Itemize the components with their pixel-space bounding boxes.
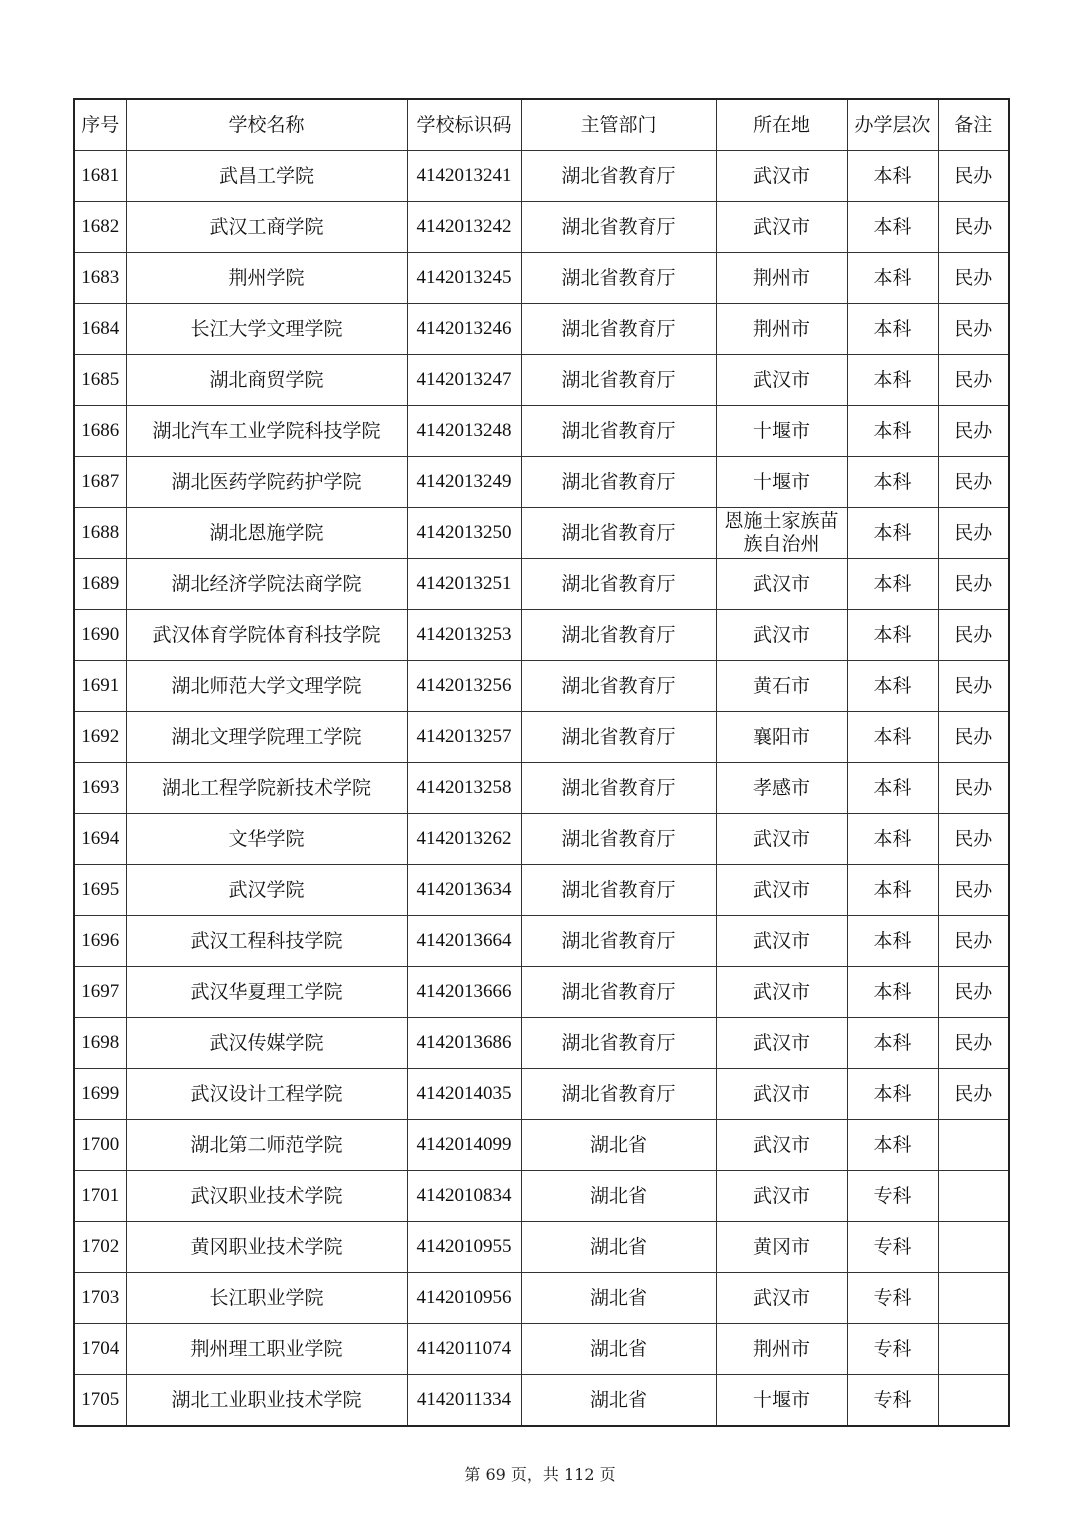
cell-level: 专科: [847, 1324, 938, 1375]
cell-school-code: 4142013666: [407, 967, 521, 1018]
header-location: 所在地: [716, 99, 847, 151]
cell-department: 湖北省教育厅: [521, 916, 716, 967]
cell-location: 黄石市: [716, 661, 847, 712]
cell-school-code: 4142011334: [407, 1375, 521, 1427]
cell-department: 湖北省教育厅: [521, 559, 716, 610]
cell-location: 武汉市: [716, 1120, 847, 1171]
table-row: [74, 1222, 1009, 1273]
cell-location: 荆州市: [716, 1324, 847, 1375]
cell-note: 民办: [938, 712, 1009, 763]
cell-no: 1690: [74, 610, 126, 661]
table-row: [74, 865, 1009, 916]
cell-level: 本科: [847, 151, 938, 202]
cell-location: 襄阳市: [716, 712, 847, 763]
cell-note: 民办: [938, 865, 1009, 916]
cell-school-code: 4142013247: [407, 355, 521, 406]
cell-level: 本科: [847, 610, 938, 661]
table-row: [74, 559, 1009, 610]
header-department: 主管部门: [521, 99, 716, 151]
cell-note: 民办: [938, 916, 1009, 967]
table-row: [74, 1120, 1009, 1171]
cell-school-code: 4142013250: [407, 508, 521, 559]
cell-no: 1687: [74, 457, 126, 508]
cell-note: 民办: [938, 508, 1009, 559]
cell-level: 本科: [847, 559, 938, 610]
cell-school-code: 4142013256: [407, 661, 521, 712]
cell-no: 1701: [74, 1171, 126, 1222]
cell-note: 民办: [938, 151, 1009, 202]
cell-department: 湖北省教育厅: [521, 457, 716, 508]
cell-school-code: 4142010834: [407, 1171, 521, 1222]
cell-location: 黄冈市: [716, 1222, 847, 1273]
table-body: [74, 151, 1009, 1427]
cell-note: 民办: [938, 967, 1009, 1018]
cell-location: 武汉市: [716, 916, 847, 967]
cell-school-name: 武汉传媒学院: [126, 1018, 407, 1069]
cell-level: 专科: [847, 1273, 938, 1324]
cell-location: 武汉市: [716, 1069, 847, 1120]
cell-note: 民办: [938, 457, 1009, 508]
cell-no: 1686: [74, 406, 126, 457]
cell-location: 荆州市: [716, 253, 847, 304]
header-school-code: 学校标识码: [407, 99, 521, 151]
cell-location: 十堰市: [716, 457, 847, 508]
cell-school-name: 湖北文理学院理工学院: [126, 712, 407, 763]
cell-level: 本科: [847, 253, 938, 304]
cell-school-name: 荆州学院: [126, 253, 407, 304]
cell-no: 1704: [74, 1324, 126, 1375]
cell-location: 武汉市: [716, 967, 847, 1018]
table-row: [74, 610, 1009, 661]
cell-note: [938, 1222, 1009, 1273]
cell-school-code: 4142013258: [407, 763, 521, 814]
cell-location: 武汉市: [716, 202, 847, 253]
cell-department: 湖北省教育厅: [521, 661, 716, 712]
cell-school-name: 武汉华夏理工学院: [126, 967, 407, 1018]
cell-level: 本科: [847, 916, 938, 967]
cell-school-name: 武汉工程科技学院: [126, 916, 407, 967]
school-list-table: [73, 98, 1010, 1427]
cell-school-name: 湖北工业职业技术学院: [126, 1375, 407, 1427]
cell-school-code: 4142013664: [407, 916, 521, 967]
cell-no: 1699: [74, 1069, 126, 1120]
cell-school-name: 湖北医药学院药护学院: [126, 457, 407, 508]
cell-location: 恩施土家族苗族自治州: [716, 508, 847, 559]
cell-school-name: 湖北第二师范学院: [126, 1120, 407, 1171]
cell-school-name: 荆州理工职业学院: [126, 1324, 407, 1375]
cell-department: 湖北省教育厅: [521, 967, 716, 1018]
cell-school-name: 武汉体育学院体育科技学院: [126, 610, 407, 661]
cell-level: 专科: [847, 1171, 938, 1222]
table-row: [74, 508, 1009, 559]
cell-note: 民办: [938, 406, 1009, 457]
table-row: [74, 202, 1009, 253]
cell-level: 本科: [847, 865, 938, 916]
header-level: 办学层次: [847, 99, 938, 151]
cell-school-name: 湖北恩施学院: [126, 508, 407, 559]
cell-department: 湖北省教育厅: [521, 304, 716, 355]
cell-school-name: 武汉工商学院: [126, 202, 407, 253]
cell-level: 本科: [847, 355, 938, 406]
cell-level: 本科: [847, 304, 938, 355]
header-note: 备注: [938, 99, 1009, 151]
cell-no: 1703: [74, 1273, 126, 1324]
cell-no: 1689: [74, 559, 126, 610]
table-row: [74, 1273, 1009, 1324]
cell-department: 湖北省: [521, 1222, 716, 1273]
cell-level: 本科: [847, 712, 938, 763]
cell-no: 1700: [74, 1120, 126, 1171]
cell-level: 本科: [847, 1120, 938, 1171]
cell-level: 本科: [847, 967, 938, 1018]
cell-level: 本科: [847, 814, 938, 865]
cell-school-code: 4142013634: [407, 865, 521, 916]
cell-no: 1688: [74, 508, 126, 559]
cell-location: 武汉市: [716, 355, 847, 406]
cell-level: 专科: [847, 1375, 938, 1427]
table-row: [74, 304, 1009, 355]
cell-no: 1698: [74, 1018, 126, 1069]
cell-no: 1691: [74, 661, 126, 712]
cell-school-name: 文华学院: [126, 814, 407, 865]
cell-location: 武汉市: [716, 865, 847, 916]
cell-school-name: 湖北工程学院新技术学院: [126, 763, 407, 814]
cell-school-code: 4142013249: [407, 457, 521, 508]
cell-school-code: 4142013686: [407, 1018, 521, 1069]
cell-school-code: 4142013241: [407, 151, 521, 202]
table-row: [74, 763, 1009, 814]
cell-school-code: 4142013248: [407, 406, 521, 457]
cell-school-name: 长江职业学院: [126, 1273, 407, 1324]
page-number-footer: 第 69 页，共 112 页: [464, 1465, 616, 1484]
cell-no: 1692: [74, 712, 126, 763]
cell-school-name: 黄冈职业技术学院: [126, 1222, 407, 1273]
cell-location: 武汉市: [716, 1018, 847, 1069]
cell-location: 十堰市: [716, 1375, 847, 1427]
cell-department: 湖北省: [521, 1171, 716, 1222]
cell-location: 武汉市: [716, 814, 847, 865]
cell-note: 民办: [938, 559, 1009, 610]
header-row: [74, 99, 1009, 151]
cell-level: 本科: [847, 457, 938, 508]
cell-note: 民办: [938, 661, 1009, 712]
cell-school-name: 长江大学文理学院: [126, 304, 407, 355]
cell-note: 民办: [938, 1018, 1009, 1069]
cell-school-name: 武汉职业技术学院: [126, 1171, 407, 1222]
cell-department: 湖北省教育厅: [521, 1069, 716, 1120]
cell-school-code: 4142013253: [407, 610, 521, 661]
cell-department: 湖北省教育厅: [521, 406, 716, 457]
cell-department: 湖北省教育厅: [521, 763, 716, 814]
cell-school-name: 湖北商贸学院: [126, 355, 407, 406]
cell-level: 本科: [847, 508, 938, 559]
cell-department: 湖北省教育厅: [521, 202, 716, 253]
cell-school-name: 湖北师范大学文理学院: [126, 661, 407, 712]
cell-location: 武汉市: [716, 1273, 847, 1324]
table-row: [74, 1069, 1009, 1120]
cell-note: 民办: [938, 355, 1009, 406]
table-row: [74, 661, 1009, 712]
cell-school-code: 4142013242: [407, 202, 521, 253]
cell-location: 武汉市: [716, 1171, 847, 1222]
cell-note: 民办: [938, 763, 1009, 814]
cell-level: 本科: [847, 1069, 938, 1120]
cell-department: 湖北省教育厅: [521, 610, 716, 661]
cell-level: 本科: [847, 763, 938, 814]
cell-level: 专科: [847, 1222, 938, 1273]
table-row: [74, 355, 1009, 406]
cell-level: 本科: [847, 1018, 938, 1069]
cell-note: [938, 1120, 1009, 1171]
cell-department: 湖北省教育厅: [521, 151, 716, 202]
table-row: [74, 967, 1009, 1018]
cell-note: 民办: [938, 304, 1009, 355]
cell-department: 湖北省教育厅: [521, 355, 716, 406]
cell-note: 民办: [938, 1069, 1009, 1120]
cell-no: 1694: [74, 814, 126, 865]
cell-school-code: 4142011074: [407, 1324, 521, 1375]
table-row: [74, 253, 1009, 304]
cell-department: 湖北省教育厅: [521, 508, 716, 559]
table-row: [74, 1375, 1009, 1427]
cell-note: 民办: [938, 202, 1009, 253]
cell-school-code: 4142013245: [407, 253, 521, 304]
cell-school-code: 4142010956: [407, 1273, 521, 1324]
cell-department: 湖北省: [521, 1273, 716, 1324]
cell-department: 湖北省教育厅: [521, 1018, 716, 1069]
cell-note: [938, 1324, 1009, 1375]
cell-school-code: 4142013246: [407, 304, 521, 355]
cell-department: 湖北省教育厅: [521, 253, 716, 304]
cell-note: 民办: [938, 253, 1009, 304]
table-row: [74, 151, 1009, 202]
cell-school-code: 4142013262: [407, 814, 521, 865]
cell-school-name: 湖北汽车工业学院科技学院: [126, 406, 407, 457]
cell-level: 本科: [847, 406, 938, 457]
cell-no: 1693: [74, 763, 126, 814]
cell-no: 1681: [74, 151, 126, 202]
cell-no: 1695: [74, 865, 126, 916]
cell-school-code: 4142013251: [407, 559, 521, 610]
cell-no: 1696: [74, 916, 126, 967]
cell-level: 本科: [847, 202, 938, 253]
header-school-name: 学校名称: [126, 99, 407, 151]
cell-school-name: 湖北经济学院法商学院: [126, 559, 407, 610]
cell-school-code: 4142010955: [407, 1222, 521, 1273]
cell-note: 民办: [938, 610, 1009, 661]
cell-no: 1697: [74, 967, 126, 1018]
cell-school-code: 4142014099: [407, 1120, 521, 1171]
cell-no: 1683: [74, 253, 126, 304]
cell-department: 湖北省教育厅: [521, 814, 716, 865]
table-row: [74, 712, 1009, 763]
cell-note: [938, 1375, 1009, 1427]
table-row: [74, 1018, 1009, 1069]
cell-no: 1702: [74, 1222, 126, 1273]
cell-location: 孝感市: [716, 763, 847, 814]
cell-note: 民办: [938, 814, 1009, 865]
cell-no: 1684: [74, 304, 126, 355]
table-header: [74, 99, 1009, 151]
table-row: [74, 814, 1009, 865]
cell-department: 湖北省: [521, 1324, 716, 1375]
cell-no: 1705: [74, 1375, 126, 1427]
cell-level: 本科: [847, 661, 938, 712]
table-row: [74, 1171, 1009, 1222]
cell-department: 湖北省: [521, 1120, 716, 1171]
cell-school-name: 武汉设计工程学院: [126, 1069, 407, 1120]
table-row: [74, 457, 1009, 508]
cell-no: 1682: [74, 202, 126, 253]
cell-school-name: 武汉学院: [126, 865, 407, 916]
cell-location: 武汉市: [716, 610, 847, 661]
table-row: [74, 1324, 1009, 1375]
cell-department: 湖北省: [521, 1375, 716, 1427]
table-row: [74, 916, 1009, 967]
cell-department: 湖北省教育厅: [521, 712, 716, 763]
cell-school-name: 武昌工学院: [126, 151, 407, 202]
table-row: [74, 406, 1009, 457]
cell-note: [938, 1171, 1009, 1222]
header-no: 序号: [74, 99, 126, 151]
cell-location: 十堰市: [716, 406, 847, 457]
cell-school-code: 4142014035: [407, 1069, 521, 1120]
cell-department: 湖北省教育厅: [521, 865, 716, 916]
cell-location: 武汉市: [716, 559, 847, 610]
cell-location: 荆州市: [716, 304, 847, 355]
cell-note: [938, 1273, 1009, 1324]
cell-no: 1685: [74, 355, 126, 406]
cell-location: 武汉市: [716, 151, 847, 202]
cell-school-code: 4142013257: [407, 712, 521, 763]
